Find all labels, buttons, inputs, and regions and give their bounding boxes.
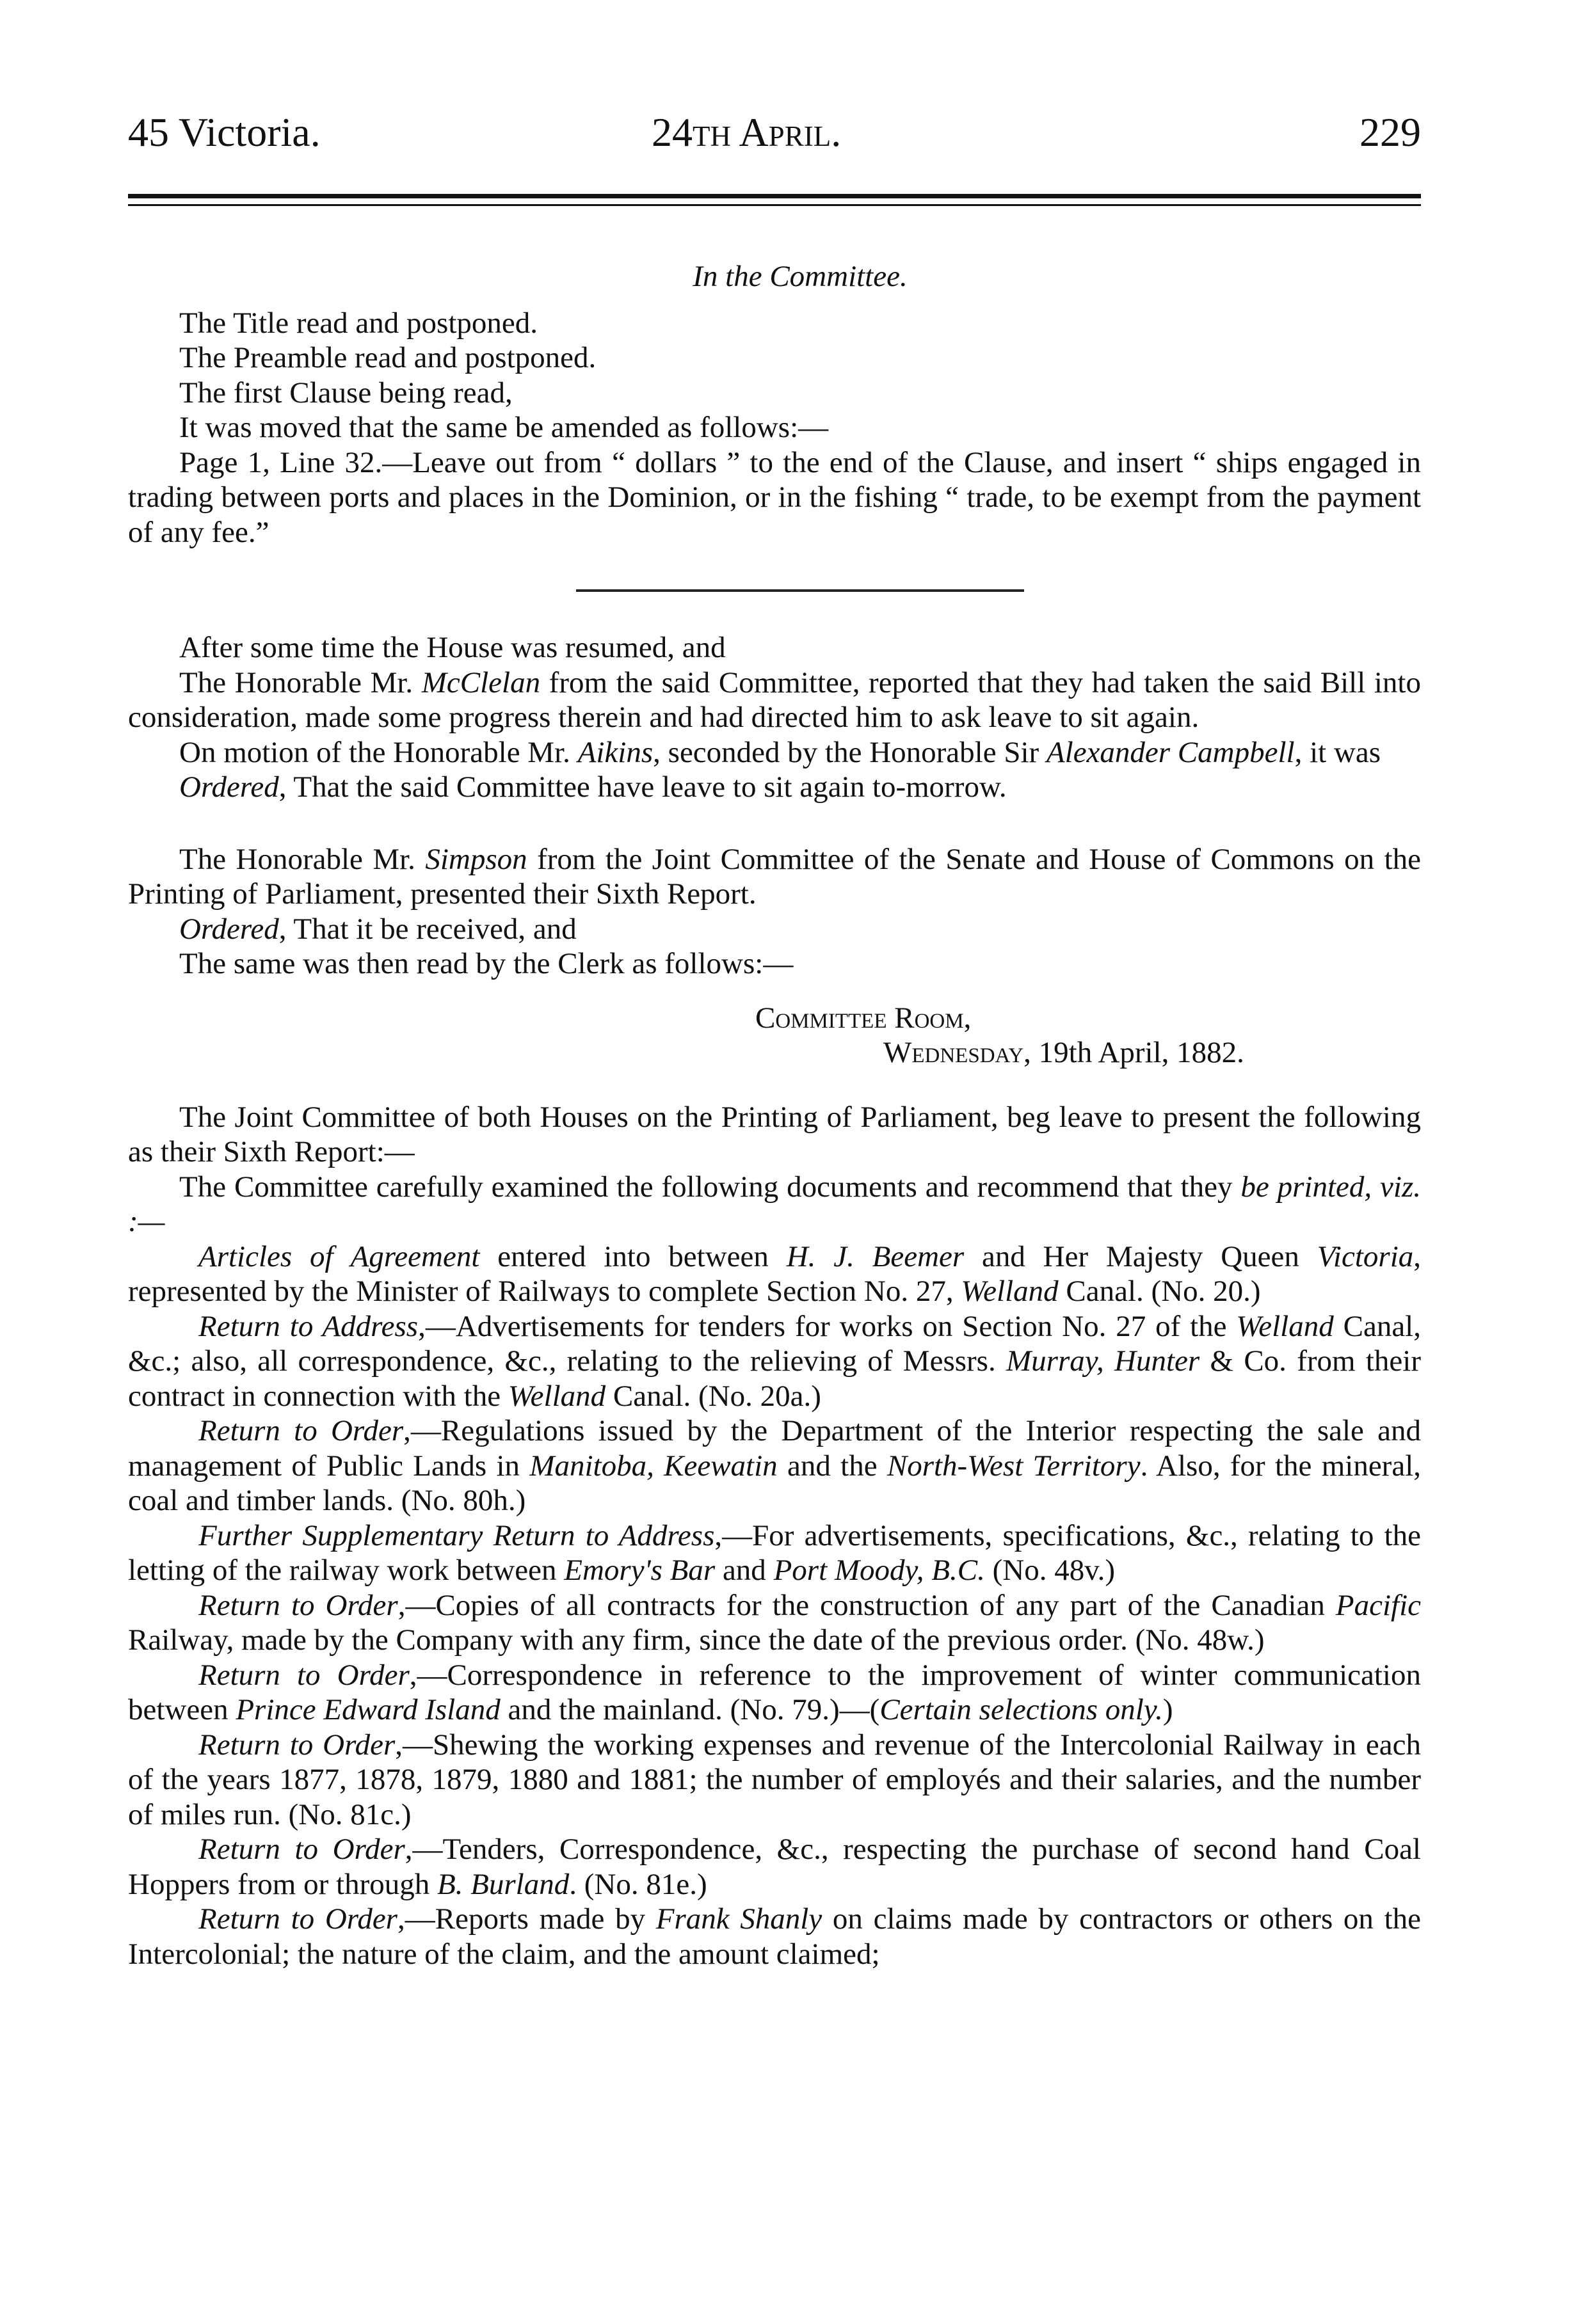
text-segment: , That the said Committee have leave to sit again to-morrow. <box>278 770 1007 804</box>
motion-paragraph <box>128 735 1421 770</box>
document-text: ,—Shewing the working expenses and revenue of the Intercolonial Railway in each of the years 1877, 1878, 1879, 1880 and 1881; the number of employés and their salaries, and the number of miles run. (No. 81c.) <box>128 1728 1421 1831</box>
document-text: ,—Regulations issued by the Department of the Interior respecting the sale and management of Public Lands in <box>128 1414 1422 1483</box>
header-rule-thin <box>128 204 1421 206</box>
ordered-word: Ordered <box>179 770 279 804</box>
committee-line: It was moved that the same be amended as follows:— <box>179 411 829 444</box>
document-title-italic: Murray, Hunter <box>1006 1344 1200 1378</box>
page-body <box>128 259 1422 1971</box>
document-title-italic: Return to Order <box>198 1414 404 1447</box>
clerk-reading: The same was then read by the Clerk as follows:— <box>179 947 794 980</box>
document-title-italic: Pacific <box>1335 1588 1421 1622</box>
document-title-italic: Welland <box>961 1275 1059 1308</box>
document-entry <box>128 1518 1421 1588</box>
text-segment: be printed, viz. :— <box>128 1170 1421 1238</box>
ordered-paragraph <box>179 770 1421 805</box>
document-text: and <box>715 1554 774 1587</box>
document-title-italic: Emory's Bar <box>564 1554 716 1587</box>
document-text: , represented by the Minister of Railways to complete Section No. 27, <box>128 1239 1421 1308</box>
house-resumed: After some time the House was resumed, and <box>179 631 726 664</box>
document-entry <box>128 1658 1421 1728</box>
member-name: McClelan <box>421 665 541 699</box>
document-title-italic: North-West Territory <box>886 1449 1141 1483</box>
document-title-italic: Return to Order <box>198 1833 405 1866</box>
document-title-italic: B. Burland <box>437 1867 570 1901</box>
document-text: entered into between <box>479 1239 787 1273</box>
document-text: ,—Advertisements for tenders for works on Section No. 27 of the <box>418 1309 1237 1343</box>
document-title-italic: Victoria <box>1317 1239 1414 1273</box>
ordered-paragraph <box>179 912 1421 947</box>
document-title-italic: Return to Order <box>198 1728 396 1762</box>
document-text: . Also, for the mineral, coal and timber lands. (No. 80h.) <box>128 1449 1422 1517</box>
report-date <box>179 1035 1421 1070</box>
document-title-italic: Return to Order <box>198 1902 397 1936</box>
report-day: Wednesday <box>883 1036 1024 1069</box>
document-title-italic: Certain selections only. <box>879 1693 1163 1726</box>
document-title-italic: H. J. Beemer <box>786 1239 965 1273</box>
text-segment: , seconded by the Honorable Sir <box>653 735 1047 769</box>
document-entry <box>128 1902 1421 1971</box>
documents-list <box>128 1239 1422 1972</box>
document-title-italic: Welland <box>508 1379 606 1413</box>
document-text: ,—Reports made by <box>397 1902 656 1936</box>
spacer <box>179 1070 1421 1100</box>
page-number: 229 <box>1359 109 1421 155</box>
text-segment: , 19th April, 1882. <box>1023 1036 1244 1069</box>
committee-report-paragraph <box>128 665 1421 735</box>
member-name: Aikins <box>577 735 654 769</box>
document-text: ,—For advertisements, specifications, &c., relating to the letting of the railway work between <box>128 1518 1421 1587</box>
header-date: 24th April. <box>652 109 842 155</box>
document-text: and Her Majesty Queen <box>964 1239 1317 1273</box>
document-title-italic: Return to Order <box>198 1588 398 1622</box>
document-text: and the <box>777 1449 887 1483</box>
text-segment: On motion of the Honorable Mr. <box>179 735 578 769</box>
committee-heading: In the Committee. <box>693 260 908 293</box>
document-entry <box>128 1832 1421 1902</box>
document-text: Canal. (No. 20.) <box>1058 1275 1261 1308</box>
document-entry <box>128 1239 1421 1309</box>
document-entry <box>128 1728 1421 1833</box>
ordered-word: Ordered <box>179 912 279 946</box>
document-title-italic: Further Supplementary Return to Address <box>198 1518 715 1552</box>
text-segment: , That it be received, and <box>278 912 577 946</box>
printing-committee-paragraph <box>128 842 1421 912</box>
document-title-italic: Frank Shanly <box>655 1902 822 1936</box>
document-title-italic: Articles of Agreement <box>198 1239 480 1273</box>
header-rule-thick <box>128 194 1421 198</box>
member-name: Alexander Campbell <box>1046 735 1295 769</box>
text-segment: from the said Committee, reported that they had taken the said Bill into consideration, made some progress therein and had directed him to ask leave to sit again. <box>128 665 1421 734</box>
running-header <box>128 109 1421 179</box>
document-text: Canal. (No. 20a.) <box>606 1379 821 1413</box>
amendment-text: Page 1, Line 32.—Leave out from “ dollars ” to the end of the Clause, and insert “ ships engaged in trading between ports and places in the Dominion, or in the fishing “ trade, to be exempt from the payment of any fee.” <box>128 445 1421 549</box>
document-text: on claims made by contractors or others on the Intercolonial; the nature of the claim, and the amount claimed; <box>128 1902 1422 1971</box>
document-text: (No. 48v.) <box>984 1554 1116 1587</box>
document-text: ,—Correspondence in reference to the improvement of winter communication between <box>128 1658 1421 1726</box>
spacer <box>179 805 1421 842</box>
document-title-italic: Manitoba, Keewatin <box>529 1449 778 1483</box>
document-text: Canal, &c.; also, all correspondence, &c., relating to the relieving of Messrs. <box>128 1309 1421 1378</box>
document-text: . (No. 81e.) <box>569 1867 707 1901</box>
text-segment: , it was <box>1294 735 1381 769</box>
committee-line: The Title read and postponed. <box>179 306 538 340</box>
section-divider <box>576 589 1024 592</box>
text-segment: The Honorable Mr. <box>179 665 422 699</box>
document-title-italic: Prince Edward Island <box>236 1693 501 1726</box>
report-intro: The Joint Committee of both Houses on the Printing of Parliament, beg leave to present the following as their Sixth Report:— <box>128 1100 1421 1168</box>
document-entry <box>128 1588 1421 1658</box>
document-title-italic: Return to Order <box>198 1658 410 1692</box>
spacer <box>179 982 1421 1001</box>
spacer <box>179 294 1421 306</box>
document-text: Railway, made by the Company with any firm, since the date of the previous order. (No. 48w.) <box>128 1623 1265 1657</box>
document-title-italic: Return to Address <box>198 1309 419 1343</box>
document-entry <box>128 1309 1421 1414</box>
document-title-italic: Port Moody, B.C. <box>773 1554 985 1587</box>
document-entry <box>128 1413 1421 1518</box>
document-text: ) <box>1162 1693 1173 1726</box>
report-place: Committee Room, <box>755 1001 972 1035</box>
text-segment: The Honorable Mr. <box>179 842 426 876</box>
document-text: ,—Tenders, Correspondence, &c., respecting the purchase of second hand Coal Hoppers from or through <box>128 1833 1421 1901</box>
committee-line: The first Clause being read, <box>179 376 513 410</box>
header-session: 45 Victoria. <box>128 109 321 155</box>
report-recommendation <box>128 1170 1421 1239</box>
text-segment: The Committee carefully examined the following documents and recommend that they <box>179 1170 1241 1204</box>
document-text: and the mainland. (No. 79.)—( <box>500 1693 880 1726</box>
document-text: ,—Copies of all contracts for the construction of any part of the Canadian <box>397 1588 1336 1622</box>
member-name: Simpson <box>425 842 527 876</box>
document-text: & Co. from their contract in connection with the <box>128 1344 1421 1413</box>
text-segment: from the Joint Committee of the Senate and House of Commons on the Printing of Parliament, presented their Sixth Report. <box>128 842 1421 911</box>
committee-line: The Preamble read and postponed. <box>179 341 597 374</box>
document-title-italic: Welland <box>1236 1309 1334 1343</box>
